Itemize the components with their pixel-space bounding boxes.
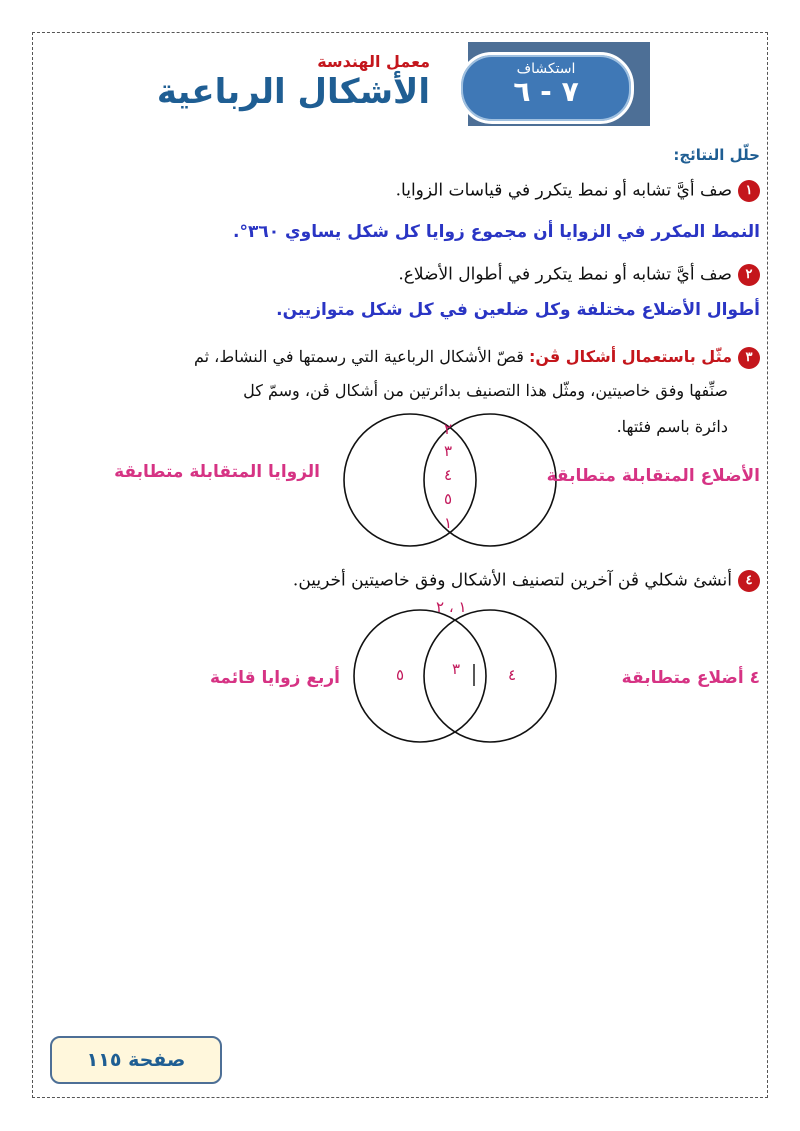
question-3-line-2: صنِّفها وفق خاصيتين، ومثّل هذا التصنيف بدائرتين من أشكال ڤن، وسمّ كل	[243, 381, 728, 400]
page-title: الأشكال الرباعية	[156, 72, 430, 112]
venn2-right-circle	[424, 610, 556, 742]
question-2-number: ٢	[738, 264, 760, 286]
question-4-text: أنشئ شكلي ڤن آخرين لتصنيف الأشكال وفق خاصيتين أخريين.	[292, 570, 732, 591]
question-3-text-1: قصّ الأشكال الرباعية التي رسمتها في النشاط، ثم	[193, 347, 524, 366]
venn1-left-label: الزوايا المتقابلة متطابقة	[114, 462, 320, 482]
question-3-heading: مثّل باستعمال أشكال ڤن:	[528, 347, 732, 366]
venn2-right-label: ٤ أضلاع متطابقة	[621, 668, 760, 688]
venn2-overlap-number: ٣	[452, 660, 461, 678]
question-4-number: ٤	[738, 570, 760, 592]
page-number: صفحة ١١٥	[50, 1036, 222, 1084]
venn2-top-numbers: ١ ، ٢	[436, 598, 467, 616]
question-2-text: صف أيَّ تشابه أو نمط يتكرر في أطوال الأضلاع.	[398, 264, 732, 285]
answer-2: أطوال الأضلاع مختلفة وكل ضلعين في كل شكل متوازيين.	[276, 300, 760, 320]
venn1-overlap-1: ٣	[444, 442, 453, 460]
question-3-number: ٣	[738, 347, 760, 369]
question-1-number: ١	[738, 180, 760, 202]
answer-1: النمط المكرر في الزوايا أن مجموع زوايا كل شكل يساوي ٣٦٠°.	[233, 222, 760, 242]
section-title: حلّل النتائج:	[673, 146, 760, 164]
venn1-bottom-number: ١	[444, 514, 453, 532]
question-3-line-3: دائرة باسم فئتها.	[616, 417, 728, 436]
badge-number: ٧ - ٦	[513, 75, 579, 108]
venn2-left-circle	[354, 610, 486, 742]
venn2-left-label: أربع زوايا قائمة	[210, 668, 340, 688]
question-1-text: صف أيَّ تشابه أو نمط يتكرر في قياسات الزوايا.	[395, 180, 732, 201]
badge-label: استكشاف	[516, 61, 576, 77]
venn1-overlap-3: ٥	[444, 490, 453, 508]
lab-label: معمل الهندسة	[317, 52, 430, 71]
venn2-right-number: ٤	[508, 666, 517, 684]
venn1-overlap-2: ٤	[444, 466, 453, 484]
venn2-left-number: ٥	[396, 666, 405, 684]
venn1-right-label: الأضلاع المتقابلة متطابقة	[546, 466, 760, 486]
venn1-top-number: ٢	[444, 420, 453, 438]
